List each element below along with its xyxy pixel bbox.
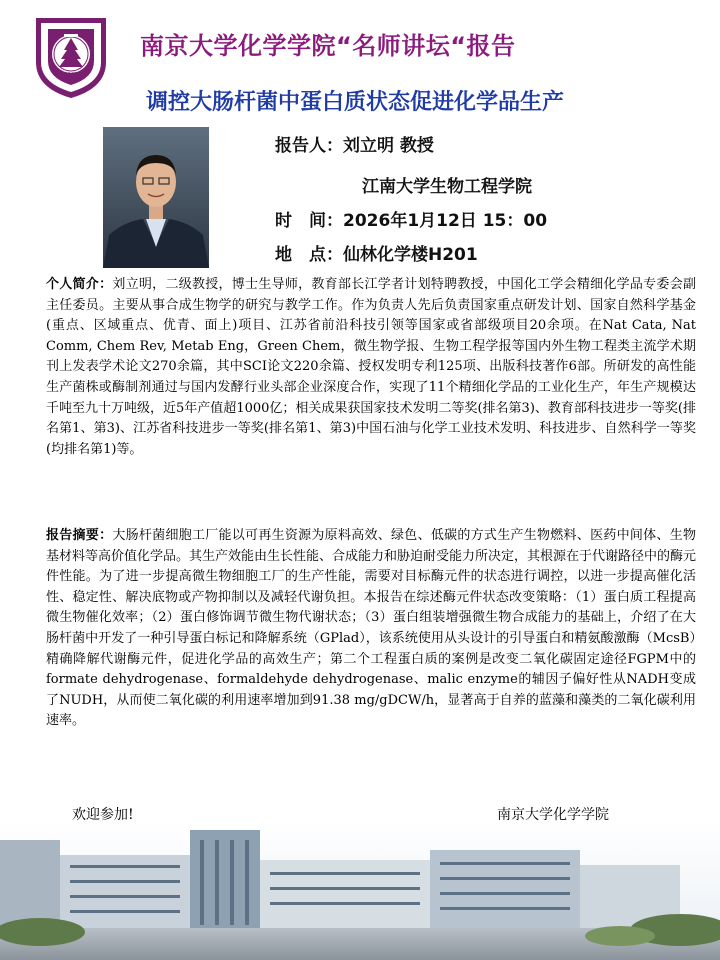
speaker-label: 报告人： bbox=[275, 136, 343, 156]
place-label: 地 点： bbox=[275, 245, 343, 265]
svg-text:1902: 1902 bbox=[64, 72, 78, 78]
speaker-affiliation: 江南大学生物工程学院 bbox=[362, 177, 532, 197]
campus-building-image bbox=[0, 820, 720, 960]
bio-paragraph bbox=[46, 275, 696, 460]
welcome-text: 欢迎参加! bbox=[72, 807, 134, 823]
time-line bbox=[275, 206, 547, 231]
organizer-text: 南京大学化学学院 bbox=[497, 807, 609, 823]
abstract-paragraph bbox=[46, 526, 696, 732]
abstract-text: 大肠杆菌细胞工厂能以可再生资源为原料高效、绿色、低碳的方式生产生物燃料、医药中间体、生物基材料等高价值化学品。其生产效能由生长性能、合成能力和胁迫耐受能力所决定，其根源在于代谢路径中的酶元件性能。为了进一步提高微生物细胞工厂的生产性能，需要对目标酶元件的状态进行调控，以进一步提高催化活性、稳定性、解决底物或产物抑制以及减轻代谢负担。本报告在综述酶元件状态改变策略：（1）蛋白质工程提高微生物催化效率；（2）蛋白修饰调节微生物代谢状态；（3）蛋白组装增强微生物合成能力的基础上，介绍了在大肠杆菌中开发了一种引导蛋白标记和降解系统（GPlad），该系统使用从头设计的引导蛋白和精氨酸激酶（McsB）精确降解代谢酶元件，促进化学品的高效生产；第二个工程蛋白质的案例是改变二氧化碳固定途径FGPM中的formate dehydrogenase、formaldehyde dehydrogenase、malic enzyme的辅因子偏好性从NADH变成了NUDH，从而使二氧化碳的利用速率增加到91.38 mg/gDCW/h，显著高于自养的蓝藻和藻类的二氧化碳利用速率。 bbox=[46, 528, 697, 729]
university-logo bbox=[28, 14, 114, 100]
time-label: 时 间： bbox=[275, 211, 343, 231]
page-title: 南京大学化学学院“名师讲坛“报告 bbox=[140, 32, 516, 60]
bio-text: 刘立明，二级教授，博士生导师，教育部长江学者计划特聘教授，中国化工学会精细化学品专委会副主任委员。主要从事合成生物学的研究与教学工作。作为负责人先后负责国家重点研发计划、国家自然科学基金(重点、区域重点、优青、面上)项目、江苏省前沿科技引领等国家或省部级项目20余项。在Nat Cata, Nat Comm, Chem Rev, Metab Eng，Green Chem，微生物学报、生物工程学报等国内外生物工程类主流学术期刊上发表学术论文270余篇，其中SCI论文220余篇、授权发明专利125项、出版科技著作6部。所研发的高性能生产菌株或酶制剂通过与国内发酵行业头部企业深度合作，实现了11个精细化学品的工业化生产，年生产规模达千吨至九十万吨级，近5年产值超1000亿；相关成果获国家技术发明二等奖(排名第3)、教育部科技进步一等奖(排名第1、第3)、江苏省科技进步一等奖(排名第1、第3)中国石油与化学工业技术发明、科技进步、自然科学一等奖(均排名第1)等。 bbox=[46, 277, 696, 457]
abstract-heading: 报告摘要： bbox=[46, 528, 113, 543]
talk-title: 调控大肠杆菌中蛋白质状态促进化学品生产 bbox=[146, 90, 565, 115]
speaker-line bbox=[275, 131, 434, 156]
time-value: 2026年1月12日 15：00 bbox=[343, 211, 548, 231]
place-value: 仙林化学楼H201 bbox=[343, 245, 478, 265]
bio-heading: 个人简介： bbox=[46, 277, 113, 292]
speaker-photo bbox=[103, 127, 209, 268]
speaker-name: 刘立明 教授 bbox=[343, 136, 434, 156]
place-line bbox=[275, 240, 478, 265]
